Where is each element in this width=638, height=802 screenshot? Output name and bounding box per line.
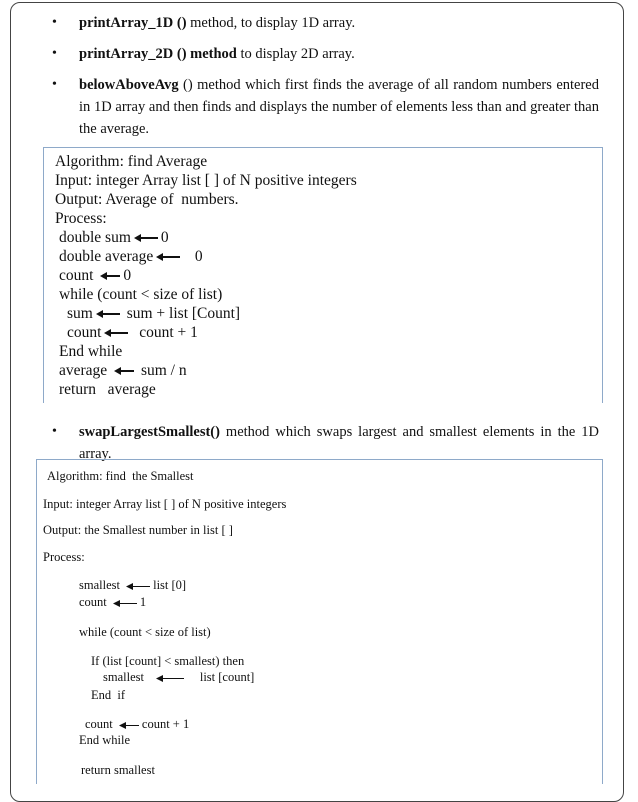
bullet-dot: • xyxy=(52,424,57,439)
method-description: () method which first finds the average of all random numbers entered in 1D array and then finds and displays the number of elements less than and greater than the average. xyxy=(79,77,599,137)
assign-arrow-icon xyxy=(95,309,121,319)
method-name: belowAboveAvg xyxy=(79,77,179,93)
algorithm-average-box xyxy=(43,147,603,403)
algo-title: Algorithm: find the Smallest xyxy=(47,469,194,483)
end-while-line: End while xyxy=(59,343,123,360)
algorithm-smallest-box xyxy=(36,459,603,784)
assign-arrow-icon xyxy=(155,674,185,683)
count-update-line: count count + 1 xyxy=(85,717,190,731)
algo-output: Output: the Smallest number in list [ ] xyxy=(43,523,233,537)
count-update-line: count count + 1 xyxy=(67,324,198,341)
assign-arrow-icon xyxy=(113,366,135,376)
assign-arrow-icon xyxy=(103,328,129,338)
end-while-line: End while xyxy=(79,733,131,747)
algo-input: Input: integer Array list [ ] of N positive integers xyxy=(43,497,287,511)
bullet-dot: • xyxy=(52,46,57,61)
method-description: method, to display 1D array. xyxy=(186,15,356,31)
return-line: return smallest xyxy=(81,763,155,777)
assign-arrow-icon xyxy=(99,271,121,281)
smallest-init-line: smallest list [0] xyxy=(79,578,187,592)
sum-update-line: sum sum + list [Count] xyxy=(67,305,241,322)
algo-input: Input: integer Array list [ ] of N positive integers xyxy=(55,172,357,189)
end-if-line: End if xyxy=(91,688,126,702)
algo-output: Output: Average of numbers. xyxy=(55,191,239,208)
assign-arrow-icon xyxy=(118,721,140,730)
algo-process: Process: xyxy=(55,210,107,227)
while-line: while (count < size of list) xyxy=(59,286,223,303)
method-name: swapLargestSmallest() xyxy=(79,424,220,440)
assign-arrow-icon xyxy=(112,599,138,608)
return-line: return average xyxy=(59,381,156,398)
assign-arrow-icon xyxy=(155,252,181,262)
bullet-dot: • xyxy=(52,77,57,92)
bullet-dot: • xyxy=(52,15,57,30)
sum-init-line: double sum 0 xyxy=(59,229,169,246)
method-name: printArray_2D () method xyxy=(79,46,237,62)
method-description: method which swaps largest and smallest elements in the 1D array. xyxy=(79,424,599,462)
avg-calc-line: average sum / n xyxy=(59,362,187,379)
if-line: If (list [count] < smallest) then xyxy=(91,654,245,668)
count-init-line: count 0 xyxy=(59,267,132,284)
assign-smallest-line: smallest list [count] xyxy=(103,670,255,684)
assign-arrow-icon xyxy=(133,233,159,243)
assign-arrow-icon xyxy=(125,582,151,591)
avg-init-line: double average 0 xyxy=(59,248,203,265)
algo-process: Process: xyxy=(43,550,85,564)
count-init-line: count 1 xyxy=(79,595,147,609)
algo-title: Algorithm: find Average xyxy=(55,153,208,170)
while-line: while (count < size of list) xyxy=(79,625,211,639)
method-description: to display 2D array. xyxy=(236,46,355,62)
method-name: printArray_1D () xyxy=(79,15,187,31)
